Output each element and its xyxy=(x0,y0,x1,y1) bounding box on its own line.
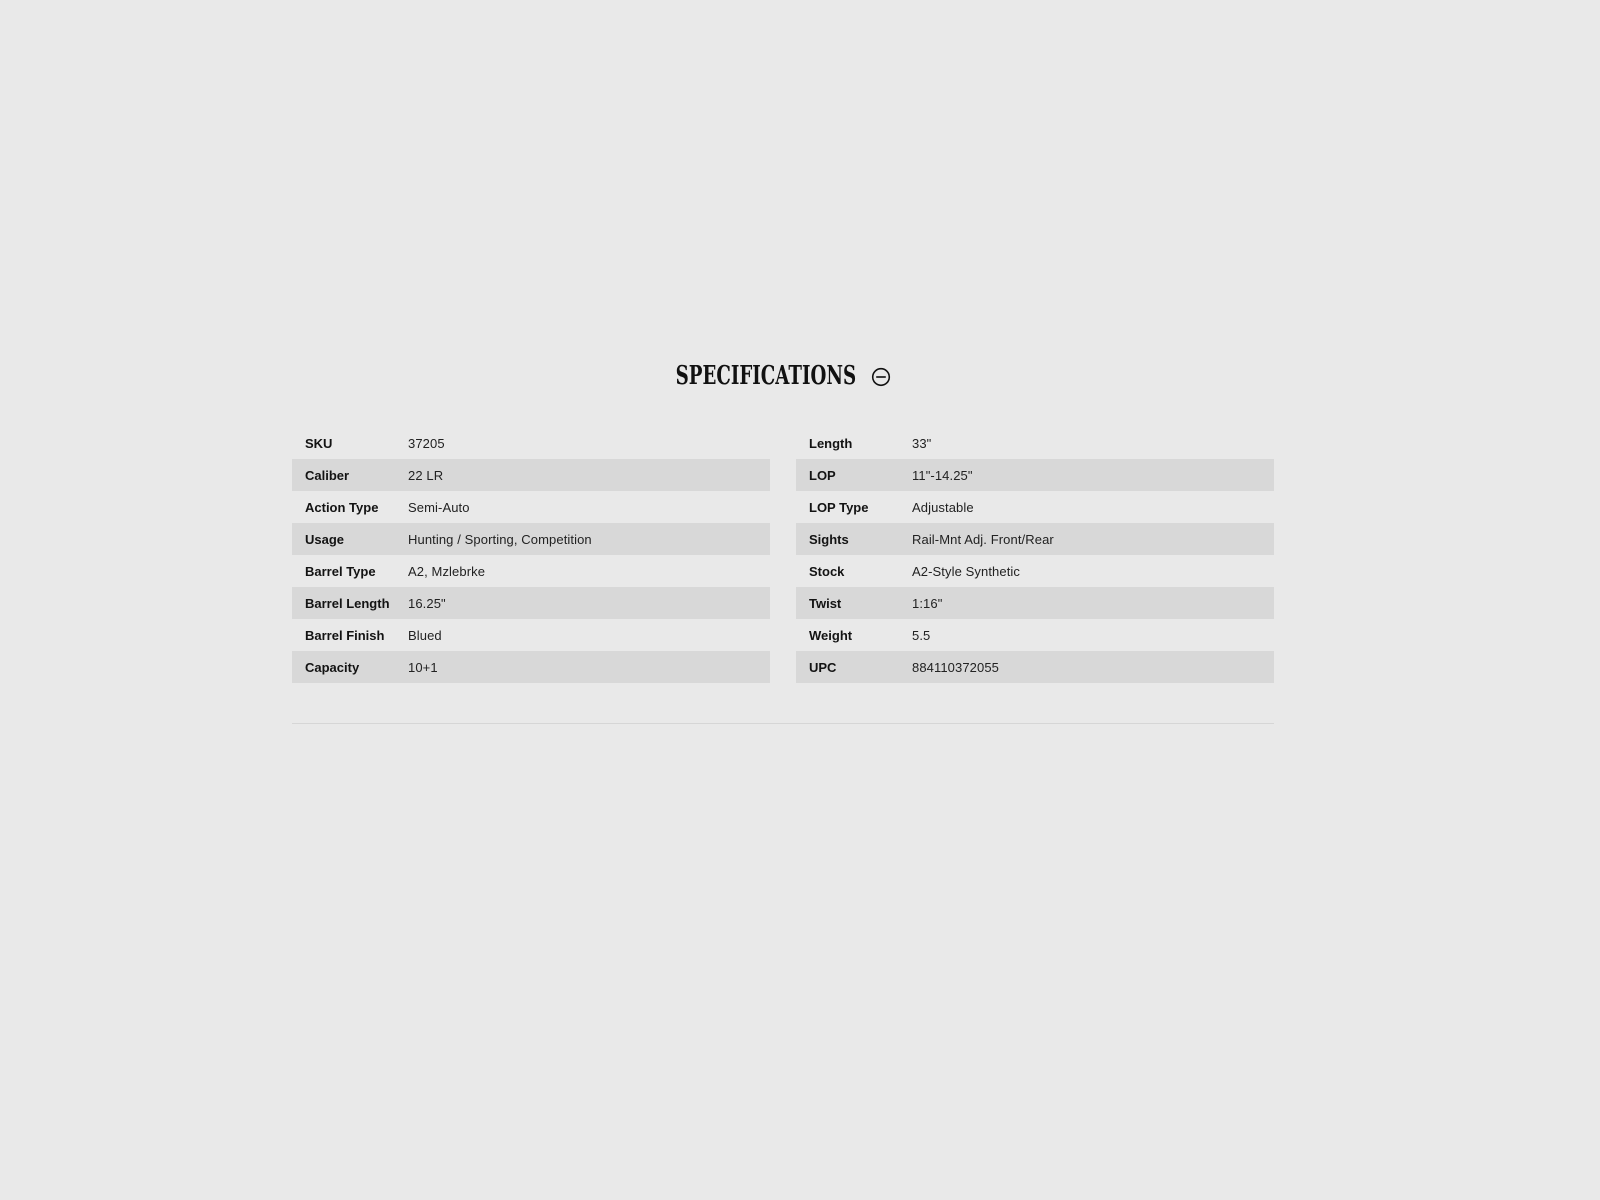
spec-value: 1:16" xyxy=(912,595,943,611)
spec-value: A2, Mzlebrke xyxy=(408,563,486,579)
spec-row-twist xyxy=(796,587,1274,619)
spec-row-lop xyxy=(796,459,1274,491)
spec-value: 10+1 xyxy=(408,659,438,675)
spec-value: 11"-14.25" xyxy=(912,467,973,483)
spec-label: Capacity xyxy=(305,659,360,675)
spec-row-lop-type xyxy=(796,491,1274,523)
spec-value: 37205 xyxy=(408,435,445,451)
spec-label: UPC xyxy=(809,659,837,675)
spec-row-capacity xyxy=(292,651,770,683)
spec-label: SKU xyxy=(305,435,333,451)
spec-row-barrel-type xyxy=(292,555,770,587)
spec-value: Semi-Auto xyxy=(408,499,470,515)
spec-column-left xyxy=(292,427,770,683)
spec-label: Stock xyxy=(809,563,845,579)
spec-row-barrel-finish xyxy=(292,619,770,651)
spec-value: A2-Style Synthetic xyxy=(912,563,1021,579)
spec-label: Usage xyxy=(305,531,345,547)
specifications-header[interactable] xyxy=(292,354,1274,398)
spec-value: 884110372055 xyxy=(912,659,999,675)
section-bottom-divider xyxy=(292,723,1274,724)
spec-value: 22 LR xyxy=(408,467,444,483)
spec-value: Hunting / Sporting, Competition xyxy=(408,531,592,547)
spec-label: LOP xyxy=(809,467,836,483)
spec-row-stock xyxy=(796,555,1274,587)
spec-label: Sights xyxy=(809,531,849,547)
spec-label: Caliber xyxy=(305,467,350,483)
spec-row-action-type xyxy=(292,491,770,523)
spec-row-caliber xyxy=(292,459,770,491)
specifications-title: SPECIFICATIONS xyxy=(675,361,857,391)
spec-label: Weight xyxy=(809,627,853,643)
specifications-tables xyxy=(292,427,1274,683)
collapse-toggle-button[interactable] xyxy=(871,367,891,387)
spec-column-right xyxy=(796,427,1274,683)
spec-row-sights xyxy=(796,523,1274,555)
spec-label: LOP Type xyxy=(809,499,869,515)
spec-value: 5.5 xyxy=(912,627,931,643)
spec-row-barrel-length xyxy=(292,587,770,619)
spec-value: 16.25" xyxy=(408,595,446,611)
spec-label: Action Type xyxy=(305,499,379,515)
spec-value: 33" xyxy=(912,435,932,451)
spec-label: Twist xyxy=(809,595,842,611)
spec-label: Barrel Type xyxy=(305,563,376,579)
spec-value: Blued xyxy=(408,627,442,643)
spec-label: Barrel Finish xyxy=(305,627,385,643)
specifications-section xyxy=(292,354,1274,724)
spec-value: Rail-Mnt Adj. Front/Rear xyxy=(912,531,1054,547)
minus-circle-icon xyxy=(871,367,891,387)
spec-label: Length xyxy=(809,435,853,451)
spec-row-usage xyxy=(292,523,770,555)
spec-row-length xyxy=(796,427,1274,459)
spec-row-weight xyxy=(796,619,1274,651)
spec-label: Barrel Length xyxy=(305,595,390,611)
spec-value: Adjustable xyxy=(912,499,974,515)
spec-row-upc xyxy=(796,651,1274,683)
spec-row-sku xyxy=(292,427,770,459)
